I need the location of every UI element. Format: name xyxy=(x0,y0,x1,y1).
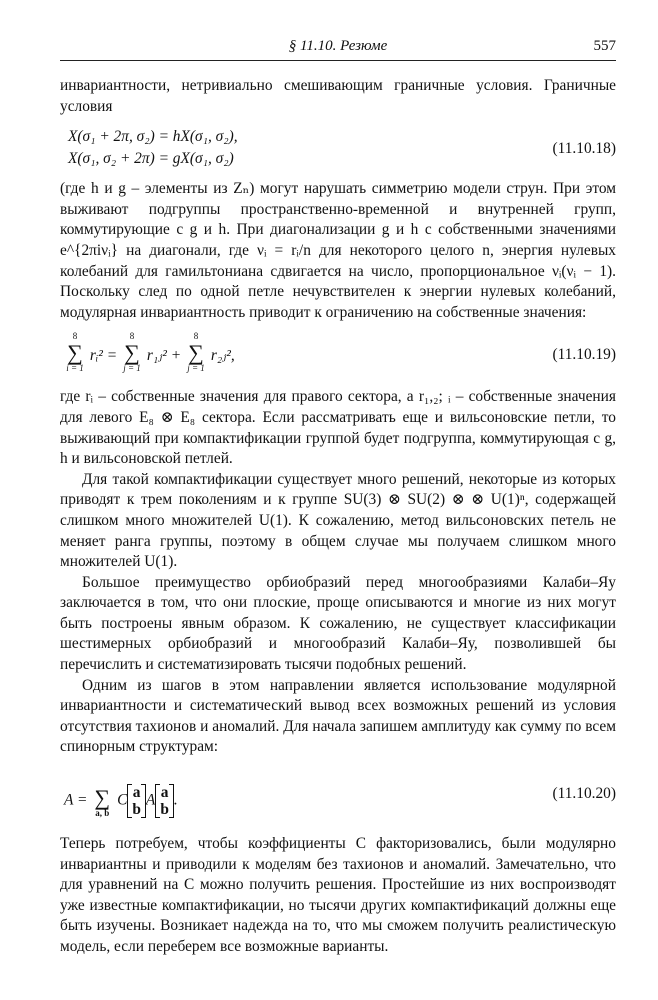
term-2: r₁ⱼ² xyxy=(146,347,167,365)
plus-sign: + xyxy=(170,347,182,365)
equation-line-1: X(σ₁ + 2π, σ₂) = hX(σ₁, σ₂), xyxy=(68,128,238,146)
equation-expression xyxy=(64,331,235,374)
sum-symbol: 8 ∑ j = 1 xyxy=(123,331,141,374)
paragraph-1: инвариантности, нетривиально смешивающим граничные условия. Граничные условия xyxy=(60,77,616,115)
equation-line-2: X(σ₁, σ₂ + 2π) = gX(σ₁, σ₂) xyxy=(68,150,234,168)
section-title: § 11.10. Резюме xyxy=(288,38,388,54)
amplitude-a: A xyxy=(145,791,156,809)
equals-sign: = xyxy=(76,791,88,809)
paragraph-3: где rᵢ – собственные значения для правого сектора, а r₁,₂; ᵢ – собственные значения для левого E₈ ⊗ E₈ сектора. Если рассматривать еще и вильсоновские петли, то выживающий при компактификации группой будет подгруппа, коммутирующая с g, h и вильсоновской петлей. xyxy=(60,388,616,468)
page-body xyxy=(60,76,616,958)
paragraph-7: Теперь потребуем, чтобы коэффициенты C факторизовались, были модулярно инвариантны и приводили к моделям без тахионов и аномалий. Замечательно, что для уравнений на C можно получить решения. Простейшие из них воспроизводят уже известные компактификации, но тысячи других компактификаций должны еще быть изучены. Возникает надежда на то, что мы сможем получить реалистическую модель, если переберем все возможные варианты. xyxy=(60,835,616,955)
equation-11-10-20 xyxy=(60,764,616,828)
sum-symbol: 8 ∑ j = 1 xyxy=(187,331,205,374)
equation-number: (11.10.18) xyxy=(552,140,616,158)
term-3: r₂ⱼ², xyxy=(210,347,235,365)
term-1: rᵢ² xyxy=(89,347,103,365)
page-number: 557 xyxy=(593,38,616,54)
paragraph-2: (где h и g – элементы из Zₙ) могут нарушать симметрию модели струн. При этом выживают подгруппы пространственно-временной и внутренней групп, коммутирующие с g и h. При диагонализации g и h с собственными значениями e^{2πiνᵢ} на диагонали, где νᵢ = rᵢ/n для некоторого целого n, энергия нулевых колебаний для гамильтониана сдвигается на число, пропорциональное νᵢ(νᵢ − 1). Поскольку след по одной петле нечувствителен к энергии нулевых колебаний, модулярная инвариантность приводит к ограничению на собственные значения: xyxy=(60,180,616,321)
paragraph-5: Большое преимущество орбиобразий перед многообразиями Калаби–Яу заключается в том, что они плоские, проще описываются и многие из них могут быть построены явным образом. К сожалению, не существует классификации шестимерных орбиобразий и многообразий Калаби–Яу, позволившей бы перечислить и систематизировать тысячи подобных решений. xyxy=(60,573,616,674)
equation-period: . xyxy=(173,791,178,809)
running-header xyxy=(60,38,616,61)
equation-11-10-18 xyxy=(60,123,616,173)
paragraph-4: Для такой компактификации существует много решений, некоторые из которых приводят к трем поколениям и к группе SU(3) ⊗ SU(2) ⊗ ⊗ U(1)ⁿ, содержащей слишком много множителей U(1). К сожалению, метод вильсоновских петель не меняет ранга группы, поэтому в общем случае мы получаем слишком много множителей U(1). xyxy=(60,470,616,571)
sum-symbol: ∑ a, b xyxy=(94,784,111,818)
equation-number: (11.10.20) xyxy=(552,785,616,803)
equals-sign: = xyxy=(106,347,118,365)
spin-structure-bracket: a b xyxy=(155,784,174,818)
equation-number: (11.10.19) xyxy=(552,346,616,364)
spin-structure-bracket: a b xyxy=(127,784,146,818)
lhs: A xyxy=(64,791,74,809)
coefficient-c: C xyxy=(117,791,128,809)
equation-11-10-19 xyxy=(60,329,616,381)
equation-expression xyxy=(64,784,178,818)
paragraph-6: Одним из шагов в этом направлении является использование модулярной инвариантности и систематический вывод всех возможных решений из условия отсутствия тахионов и аномалий. Для начала запишем амплитуду как сумму по всем спинорным структурам: xyxy=(60,676,616,756)
sum-symbol: 8 ∑ i = 1 xyxy=(66,331,84,374)
